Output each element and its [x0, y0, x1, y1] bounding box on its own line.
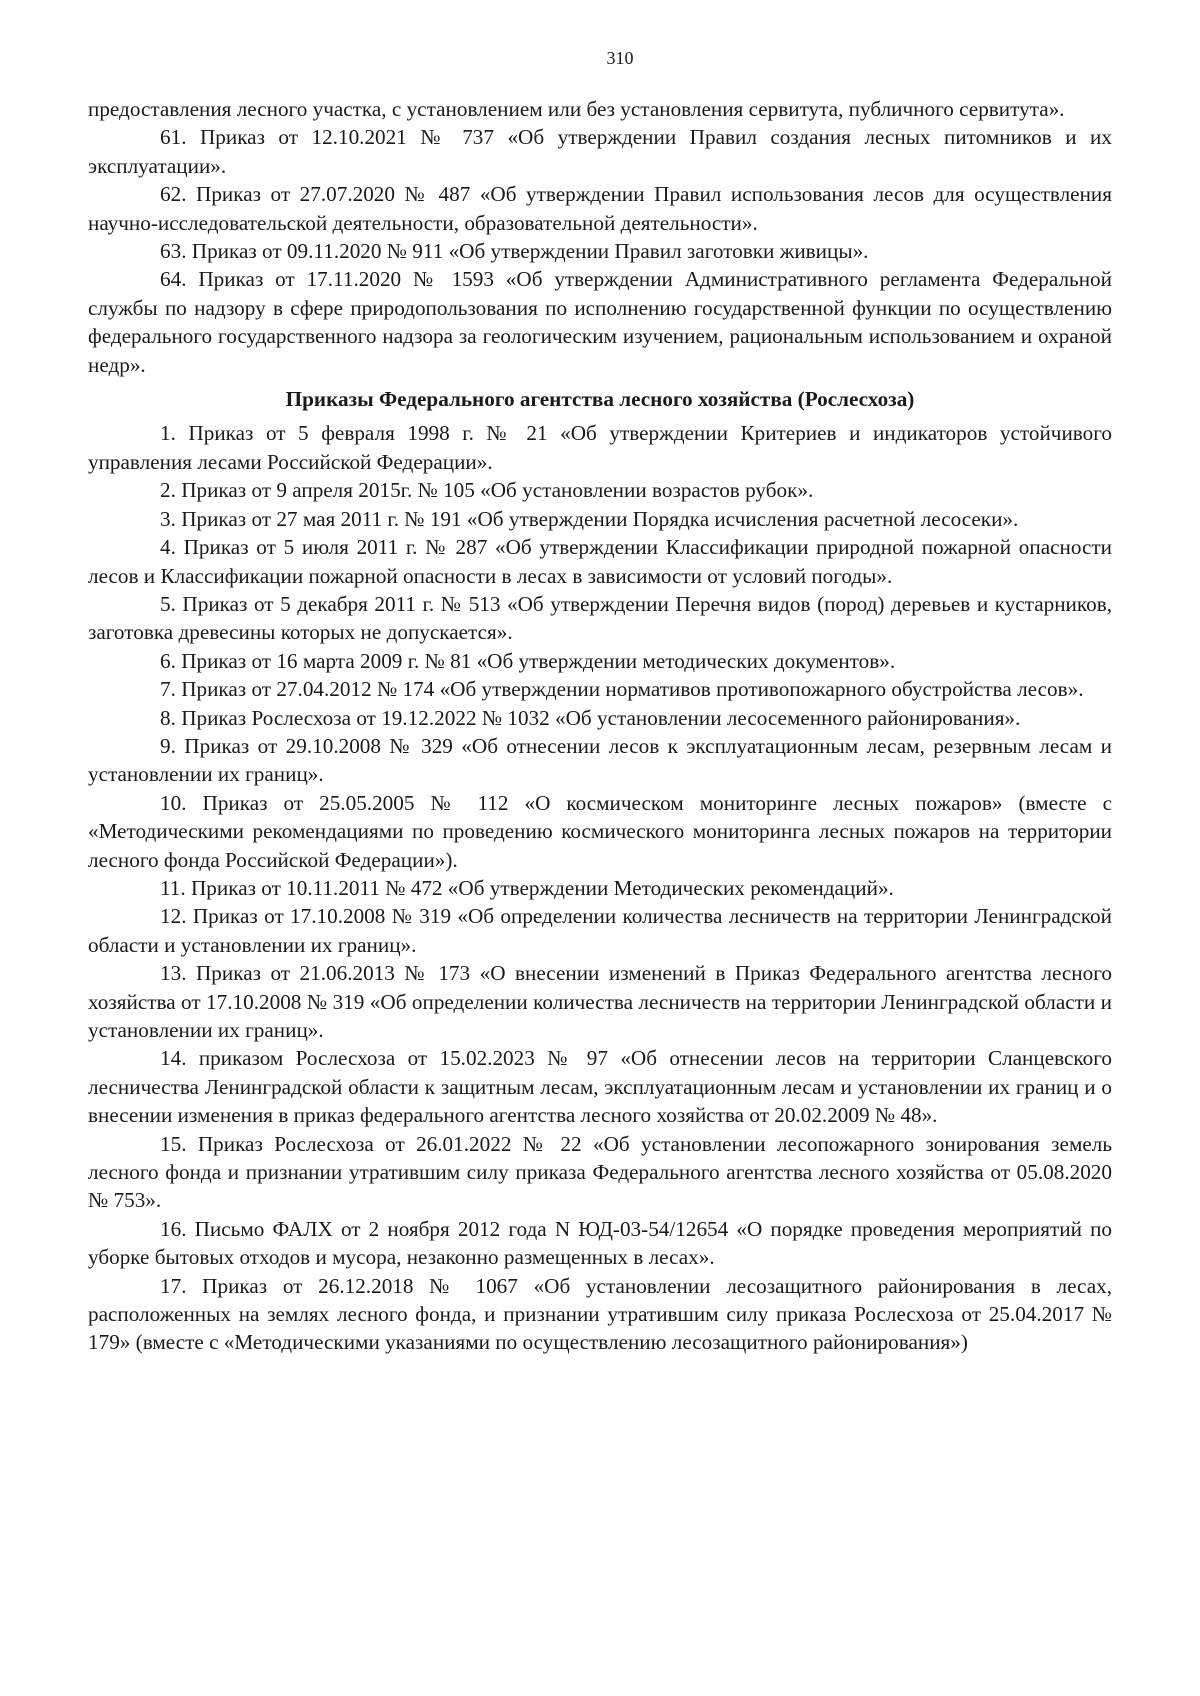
- list-item-5: 5. Приказ от 5 декабря 2011 г. № 513 «Об утверждении Перечня видов (пород) деревьев и кустарников, заготовка древесины которых не допускается».: [88, 591, 1112, 645]
- list-item-7: 7. Приказ от 27.04.2012 № 174 «Об утверждении нормативов противопожарного обустройства лесов».: [160, 677, 1084, 702]
- section-heading: Приказы Федерального агентства лесного хозяйства (Рослесхоза): [285, 387, 915, 412]
- list-item-9: 9. Приказ от 29.10.2008 № 329 «Об отнесении лесов к эксплуатационным лесам, резервным лесам и установлении их границ».: [88, 733, 1112, 787]
- list-item-13: 13. Приказ от 21.06.2013 № 173 «О внесении изменений в Приказ Федерального агентства лесного хозяйства от 17.10.2008 № 319 «Об определении количества лесничеств на территории Ленинградской области и установлении их границ».: [88, 961, 1112, 1042]
- list-item-63: 63. Приказ от 09.11.2020 № 911 «Об утверждении Правил заготовки живицы».: [160, 239, 869, 264]
- list-item-62: 62. Приказ от 27.07.2020 № 487 «Об утверждении Правил использования лесов для осуществления научно-исследовательской деятельности, образовательной деятельности».: [88, 182, 1112, 235]
- list-item-10: 10. Приказ от 25.05.2005 № 112 «О космическом мониторинге лесных пожаров» (вместе с «Методическими рекомендациями по проведению космического мониторинга лесных пожаров на территории лесного фонда Российской Федерации»).: [88, 790, 1112, 872]
- list-item-4: 4. Приказ от 5 июля 2011 г. № 287 «Об утверждении Классификации природной пожарной опасности лесов и Классификации пожарной опасности в лесах в зависимости от условий погоды».: [88, 535, 1112, 588]
- list-item-6: 6. Приказ от 16 марта 2009 г. № 81 «Об утверждении методических документов».: [160, 648, 896, 673]
- page-number: 310: [606, 48, 634, 68]
- list-item-17: 17. Приказ от 26.12.2018 № 1067 «Об установлении лесозащитного районирования в лесах, расположенных на землях лесного фонда, и признании утратившим силу приказа Рослесхоза от 25.04.2017 № 179» (вместе с «Методическими указаниями по осуществлению лесозащитного районирования»): [88, 1273, 1112, 1355]
- list-item-14: 14. приказом Рослесхоза от 15.02.2023 № 97 «Об отнесении лесов на территории Сланцевского лесничества Ленинградской области к защитным лесам, эксплуатационным лесам и установлении их границ и о внесении изменения в приказ федерального агентства лесного хозяйства от 20.02.2009 № 48».: [88, 1046, 1112, 1128]
- list-item-3: 3. Приказ от 27 мая 2011 г. № 191 «Об утверждении Порядка исчисления расчетной лесосеки».: [160, 506, 1019, 531]
- list-item-16: 16. Письмо ФАЛХ от 2 ноября 2012 года N ЮД-03-54/12654 «О порядке проведения мероприятий по уборке бытовых отходов и мусора, незаконно размещенных в лесах».: [88, 1216, 1112, 1270]
- list-item-15: 15. Приказ Рослесхоза от 26.01.2022 № 22 «Об установлении лесопожарного зонирования земель лесного фонда и признании утратившим силу приказа Федерального агентства лесного хозяйства от 05.08.2020 № 753».: [88, 1131, 1112, 1213]
- list-item-11: 11. Приказ от 10.11.2011 № 472 «Об утверждении Методических рекомендаций».: [160, 875, 894, 900]
- list-item-8: 8. Приказ Рослесхоза от 19.12.2022 № 1032 «Об установлении лесосеменного районирования».: [160, 705, 1021, 730]
- document-page: [88, 48, 1112, 1357]
- list-item-64: 64. Приказ от 17.11.2020 № 1593 «Об утверждении Административного регламента Федеральной службы по надзору в сфере природопользования по исполнению государственной функции по осуществлению федерального государственного надзора за геологическим изучением, рациональным использованием и охраной недр».: [88, 267, 1112, 377]
- list-item-1: 1. Приказ от 5 февраля 1998 г. № 21 «Об утверждении Критериев и индикаторов устойчивого управления лесами Российской Федерации».: [88, 421, 1112, 474]
- list-item-61: 61. Приказ от 12.10.2021 № 737 «Об утверждении Правил создания лесных питомников и их эксплуатации».: [88, 125, 1112, 178]
- list-item-12: 12. Приказ от 17.10.2008 № 319 «Об определении количества лесничеств на территории Ленинградской области и установлении их границ».: [88, 904, 1112, 957]
- paragraph-continuation: предоставления лесного участка, с установлением или без установления сервитута, публичного сервитута».: [88, 97, 1065, 121]
- list-item-2: 2. Приказ от 9 апреля 2015г. № 105 «Об установлении возрастов рубок».: [160, 478, 814, 503]
